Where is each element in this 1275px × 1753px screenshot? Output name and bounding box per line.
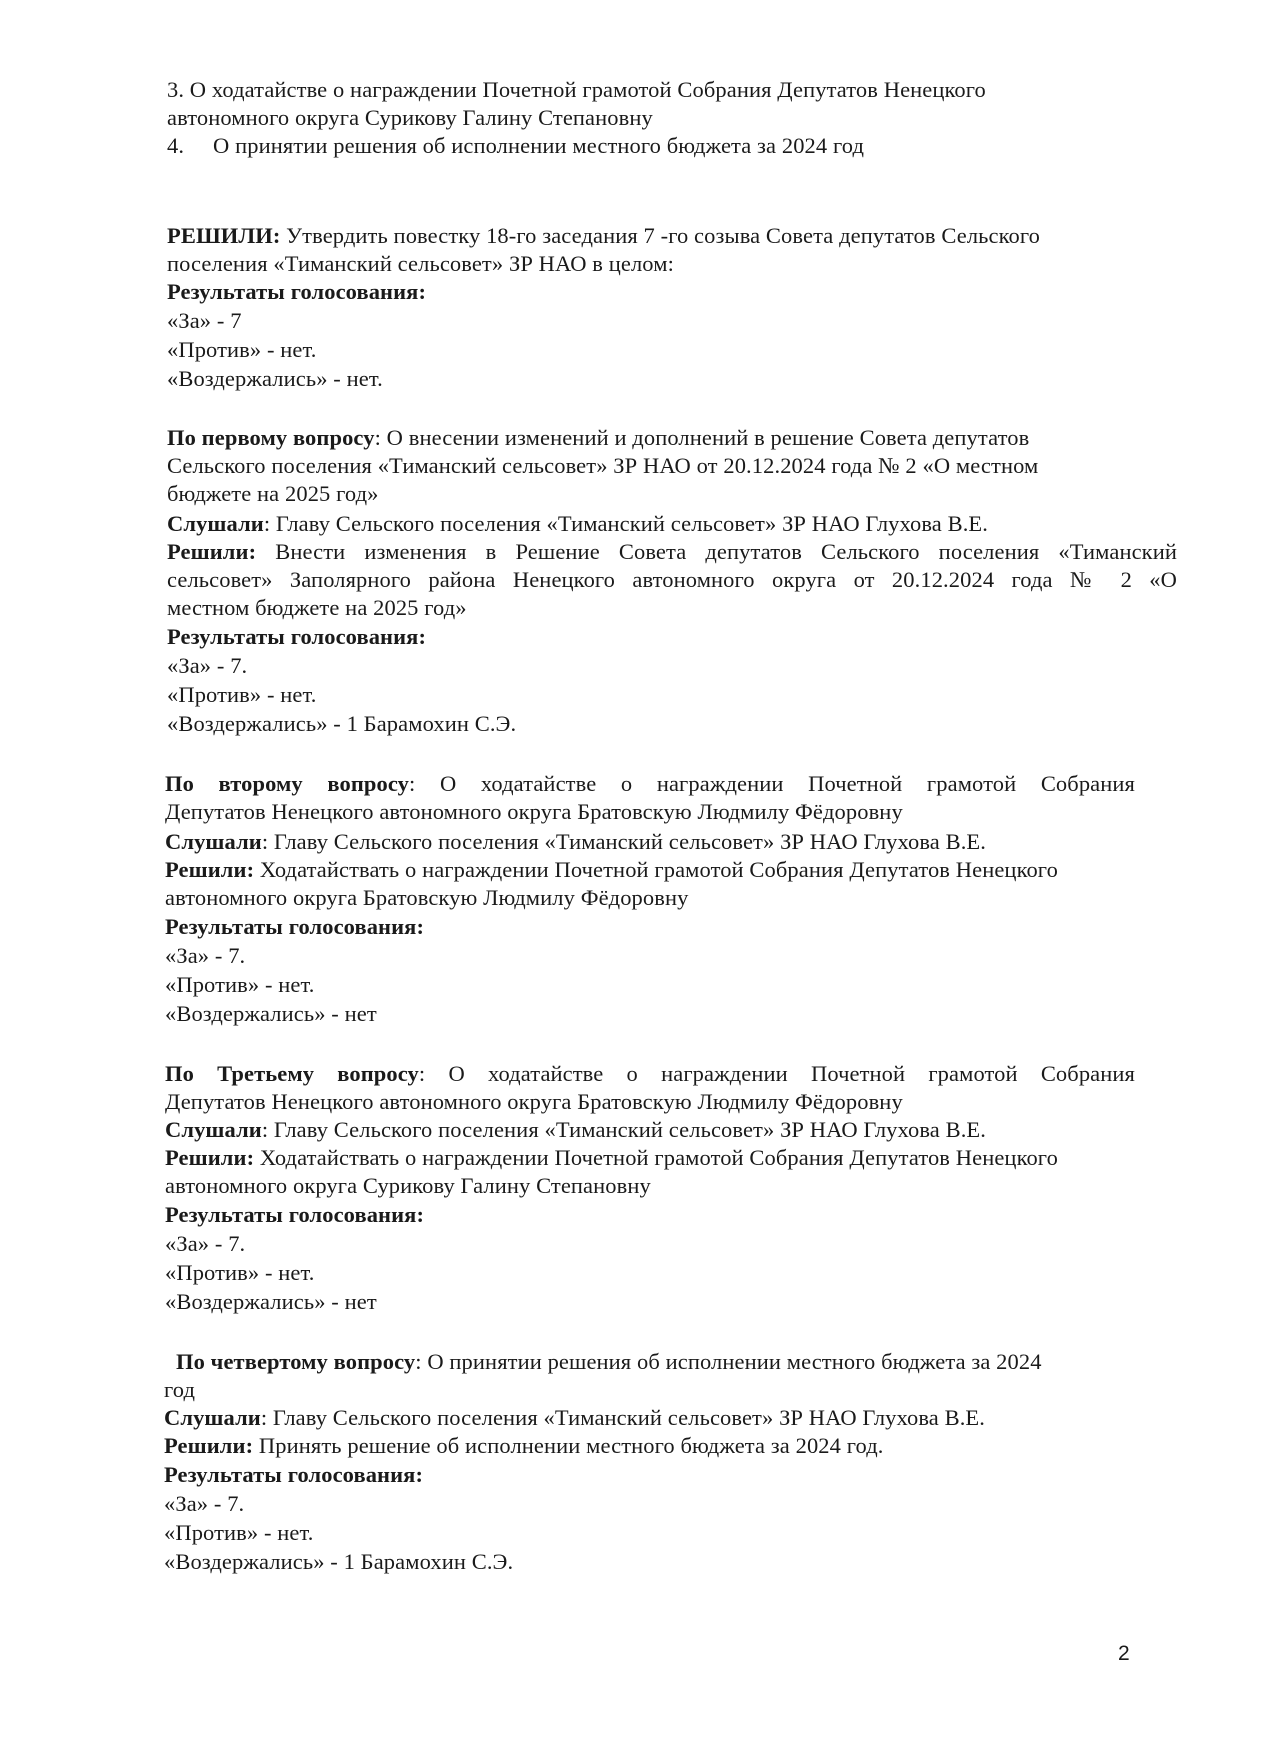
q1-results-label (167, 623, 426, 651)
q4-heard-text: : Главу Сельского поселения «Тиманский сельсовет» ЗР НАО Глухова В.Е. (260, 1405, 986, 1430)
q2-decided-line1 (165, 856, 1058, 884)
resolved-vote-against: «Против» - нет. (167, 337, 317, 362)
q3-line2: Депутатов Ненецкого автономного округа Братовскую Людмилу Фёдоровну (165, 1089, 903, 1114)
agenda-item-4 (167, 132, 864, 160)
q1-line2: Сельского поселения «Тиманский сельсовет» ЗР НАО от 20.12.2024 года № 2 «О местном (167, 453, 1039, 478)
q1-vote-for: «За» - 7. (167, 653, 248, 678)
q3-line1 (165, 1060, 1135, 1088)
resolved-line2: поселения «Тиманский сельсовет» ЗР НАО в целом: (167, 251, 674, 276)
q3-heard-text: : Главу Сельского поселения «Тиманский сельсовет» ЗР НАО Глухова В.Е. (261, 1117, 987, 1142)
resolved-text: Утвердить повестку 18-го заседания 7 -го созыва Совета депутатов Сельского (280, 223, 1040, 248)
q2-decided-label: Решили: (165, 857, 255, 882)
agenda-item-4-text: О принятии решения об исполнении местного бюджета за 2024 год (213, 133, 864, 158)
q4-line2: год (164, 1377, 196, 1402)
q2-results-label (165, 913, 424, 941)
q2-label: По второму вопросу (165, 771, 409, 796)
q3-vote-against: «Против» - нет. (165, 1260, 315, 1285)
q1-decided-line2: сельсовет» Заполярного района Ненецкого автономного округа от 20.12.2024 года № 2 «О (167, 567, 1177, 592)
agenda-item-3-line2: автономного округа Сурикову Галину Степановну (167, 105, 653, 130)
q1-vote-against: «Против» - нет. (167, 682, 317, 707)
q1-heard-text: : Главу Сельского поселения «Тиманский сельсовет» ЗР НАО Глухова В.Е. (263, 511, 989, 536)
q3-label: По Третьему вопросу (165, 1061, 419, 1086)
q4-label: По четвертому вопросу (176, 1349, 416, 1374)
q2-vote-against: «Против» - нет. (165, 972, 315, 997)
q1-decided-line1 (167, 538, 1177, 566)
resolved-label: РЕШИЛИ: (167, 223, 281, 248)
q2-heard-text: : Главу Сельского поселения «Тиманский сельсовет» ЗР НАО Глухова В.Е. (261, 829, 987, 854)
q1-text: : О внесении изменений и дополнений в решение Совета депутатов (374, 425, 1030, 450)
q4-decided-label: Решили: (164, 1433, 254, 1458)
q2-heard-label: Слушали (165, 829, 262, 854)
resolved-line1 (167, 222, 1040, 250)
q3-vote-abstained: «Воздержались» - нет (165, 1289, 377, 1314)
q3-vote-for: «За» - 7. (165, 1231, 246, 1256)
q4-line1 (176, 1348, 1042, 1376)
q3-decided-text: Ходатайствать о награждении Почетной грамотой Собрания Депутатов Ненецкого (254, 1145, 1058, 1170)
q2-decided-text: Ходатайствать о награждении Почетной грамотой Собрания Депутатов Ненецкого (254, 857, 1058, 882)
q3-results-label (165, 1201, 424, 1229)
q1-label: По первому вопросу (167, 425, 375, 450)
resolved-results-label (167, 278, 426, 306)
q4-vote-against: «Против» - нет. (164, 1520, 314, 1545)
resolved-vote-for: «За» - 7 (167, 308, 242, 333)
q2-vote-abstained: «Воздержались» - нет (165, 1001, 377, 1026)
resolved-results-heading: Результаты голосования: (167, 279, 427, 304)
q2-decided-line2: автономного округа Братовскую Людмилу Фёдоровну (165, 885, 689, 910)
q3-decided-line2: автономного округа Сурикову Галину Степановну (165, 1173, 651, 1198)
q3-decided-label: Решили: (165, 1145, 255, 1170)
q1-results-heading: Результаты голосования: (167, 624, 427, 649)
q1-heard-label: Слушали (167, 511, 264, 536)
q1-decided-text: Внести изменения в Решение Совета депутатов Сельского поселения «Тиманский (256, 539, 1177, 564)
q4-text: : О принятии решения об исполнении местного бюджета за 2024 (415, 1349, 1042, 1374)
q4-heard (164, 1404, 985, 1432)
page-number: 2 (1118, 1642, 1130, 1665)
q3-results-heading: Результаты голосования: (165, 1202, 425, 1227)
agenda-item-4-number: 4. (167, 133, 185, 158)
q3-text: : О ходатайстве о награждении Почетной грамотой Собрания (418, 1061, 1135, 1086)
q4-results-heading: Результаты голосования: (164, 1462, 424, 1487)
q4-vote-abstained: «Воздержались» - 1 Барамохин С.Э. (164, 1549, 514, 1574)
q4-heard-label: Слушали (164, 1405, 261, 1430)
q3-decided-line1 (165, 1144, 1058, 1172)
q2-results-heading: Результаты голосования: (165, 914, 425, 939)
q2-line2: Депутатов Ненецкого автономного округа Братовскую Людмилу Фёдоровну (165, 799, 903, 824)
q1-heard (167, 510, 988, 538)
q2-vote-for: «За» - 7. (165, 943, 246, 968)
q1-line3: бюджете на 2025 год» (167, 481, 379, 506)
q1-decided-label: Решили: (167, 539, 257, 564)
q2-text: : О ходатайстве о награждении Почетной грамотой Собрания (408, 771, 1135, 796)
q3-heard-label: Слушали (165, 1117, 262, 1142)
q1-line1 (167, 424, 1029, 452)
q2-heard (165, 828, 986, 856)
q1-decided-line3: местном бюджете на 2025 год» (167, 595, 467, 620)
resolved-vote-abstained: «Воздержались» - нет. (167, 366, 383, 391)
q4-decided-text: Принять решение об исполнении местного бюджета за 2024 год. (253, 1433, 884, 1458)
agenda-item-3-line1: 3. О ходатайстве о награждении Почетной грамотой Собрания Депутатов Ненецкого (167, 77, 986, 102)
q3-heard (165, 1116, 986, 1144)
q4-decided-line1 (164, 1432, 883, 1460)
q4-vote-for: «За» - 7. (164, 1491, 245, 1516)
q4-results-label (164, 1461, 423, 1489)
q2-line1 (165, 770, 1135, 798)
q1-vote-abstained: «Воздержались» - 1 Барамохин С.Э. (167, 711, 517, 736)
